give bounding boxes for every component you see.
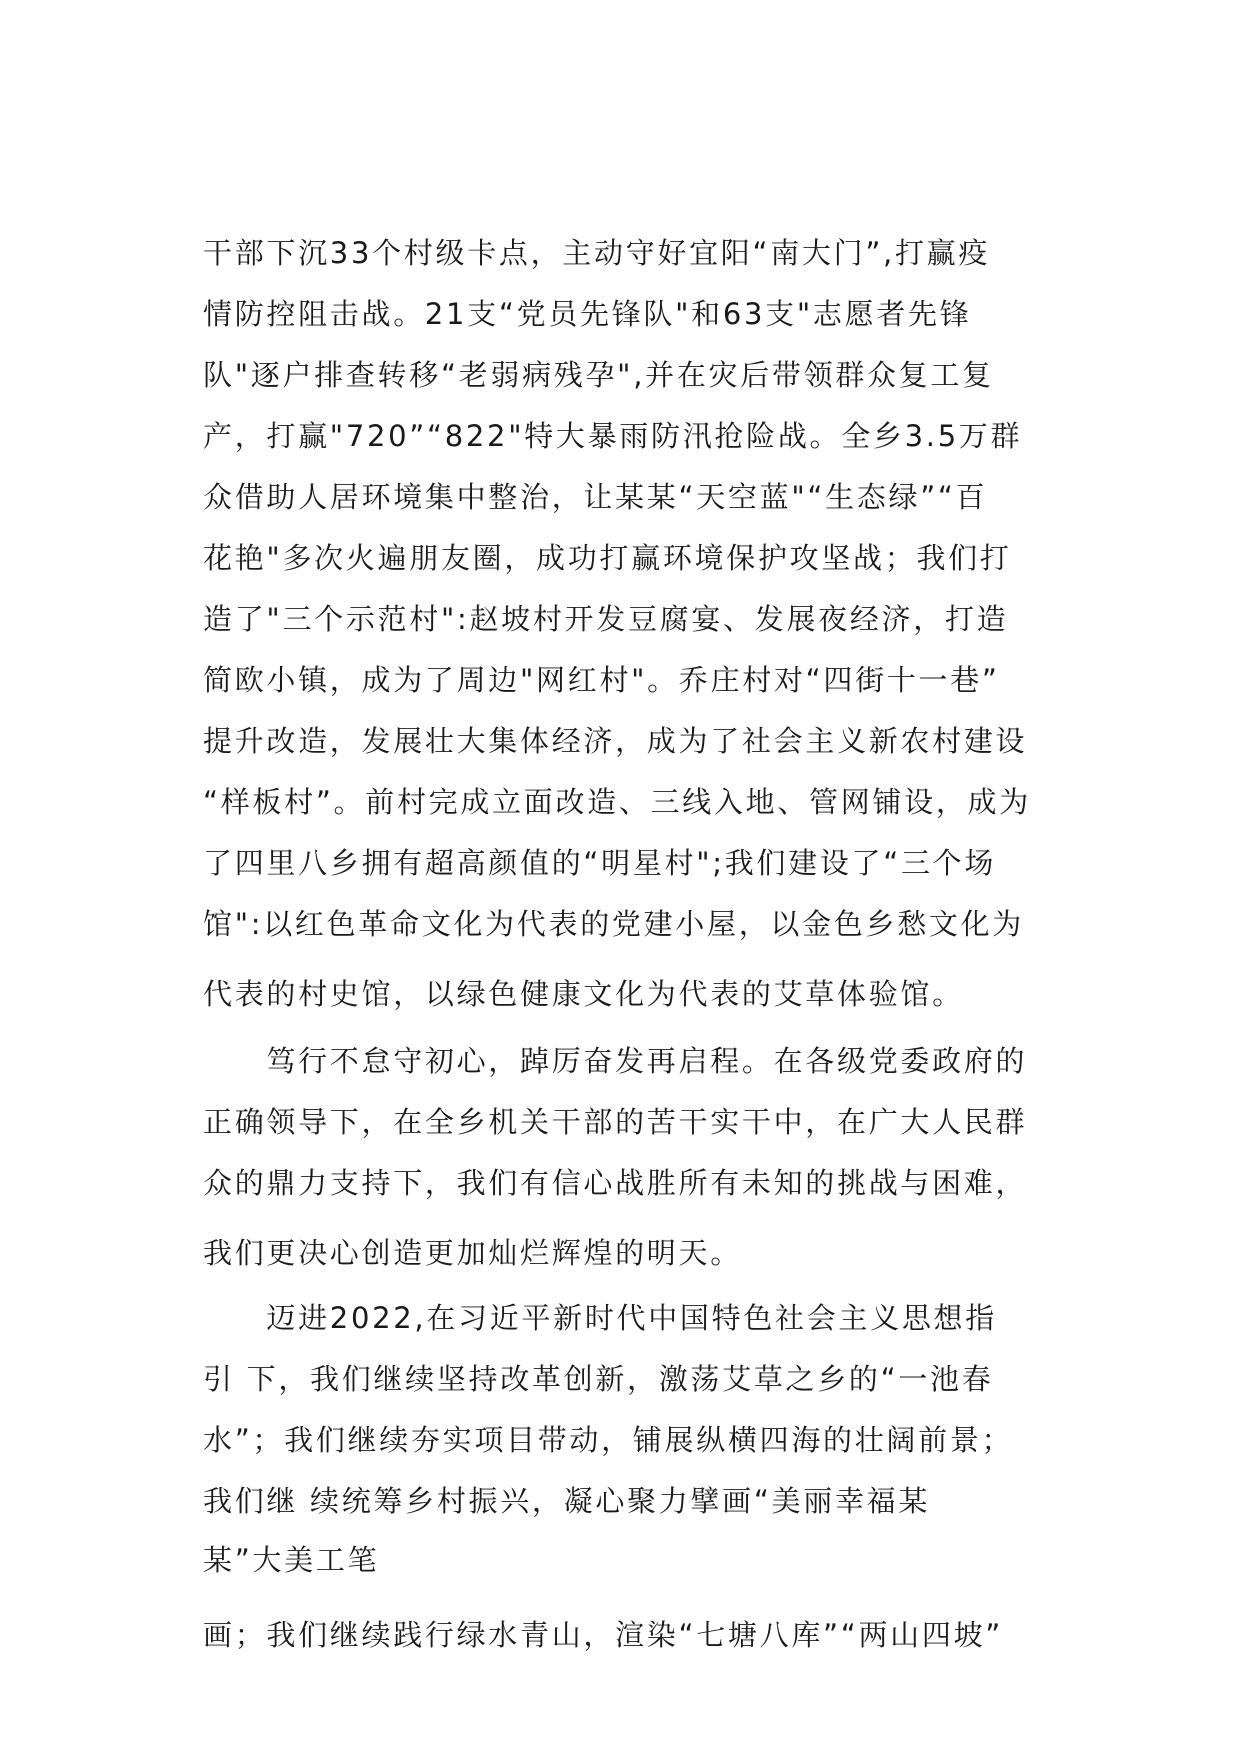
paragraph-line: 花艳"多次火遍朋友圈，成功打赢环境保护攻坚战；我们打 [203,541,1012,575]
paragraph-line: 我们继 续统筹乡村振兴，凝心聚力擘画“美丽幸福某 [203,1484,931,1518]
paragraph-line: 某”大美工笔 [203,1543,380,1577]
paragraph-line: 我们更决心创造更加灿烂辉煌的明天。 [203,1236,742,1270]
paragraph-line: 造了"三个示范村":赵坡村开发豆腐宴、发展夜经济，打造 [203,602,1009,636]
paragraph-line: 队"逐户排查转移“老弱病残孕",并在灾后带领群众复工复 [203,358,994,392]
paragraph-line: 简欧小镇，成为了周边"网红村"。乔庄村对“四街十一巷” [203,663,1000,697]
paragraph-line: 产，打赢"720”“822"特大暴雨防汛抢险战。全乡3.5万群 [203,419,1023,453]
paragraph-line: 众的鼎力支持下，我们有信心战胜所有未知的挑战与困难， [203,1166,1028,1200]
paragraph-line: 了四里八乡拥有超高颜值的“明星村";我们建设了“三个场 [203,846,997,880]
paragraph-line: 正确领导下，在全乡机关干部的苦干实干中，在广大人民群 [203,1105,1028,1139]
paragraph-line: 笃行不怠守初心，踔厉奋发再启程。在各级党委政府的 [203,1044,1028,1078]
paragraph-line: 众借助人居环境集中整治，让某某“天空蓝"“生态绿”“百 [203,480,988,514]
paragraph-line: 水”；我们继续夯实项目带动，铺展纵横四海的壮阔前景； [203,1423,1014,1457]
paragraph-line: 迈进2022,在习近平新时代中国特色社会主义思想指 [203,1301,997,1335]
paragraph-line: 代表的村史馆，以绿色健康文化为代表的艾草体验馆。 [203,977,964,1011]
paragraph-line: 画；我们继续践行绿水青山，渲染“七塘八库”“两山四坡” [203,1618,1003,1652]
paragraph-line: 干部下沉33个村级卡点，主动守好宜阳“南大门”,打赢疫 [203,236,991,270]
paragraph-line: 提升改造，发展壮大集体经济，成为了社会主义新农村建设 [203,724,1028,758]
paragraph-line: 情防控阻击战。21支“党员先锋队"和63支"志愿者先锋 [203,297,972,331]
paragraph-line: 引 下，我们继续坚持改革创新，激荡艾草之乡的“一池春 [203,1362,994,1396]
paragraph-line: 馆":以红色革命文化为代表的党建小屋，以金色乡愁文化为 [203,907,1025,941]
paragraph-line: “样板村”。前村完成立面改造、三线入地、管网铺设，成为 [203,785,1031,819]
